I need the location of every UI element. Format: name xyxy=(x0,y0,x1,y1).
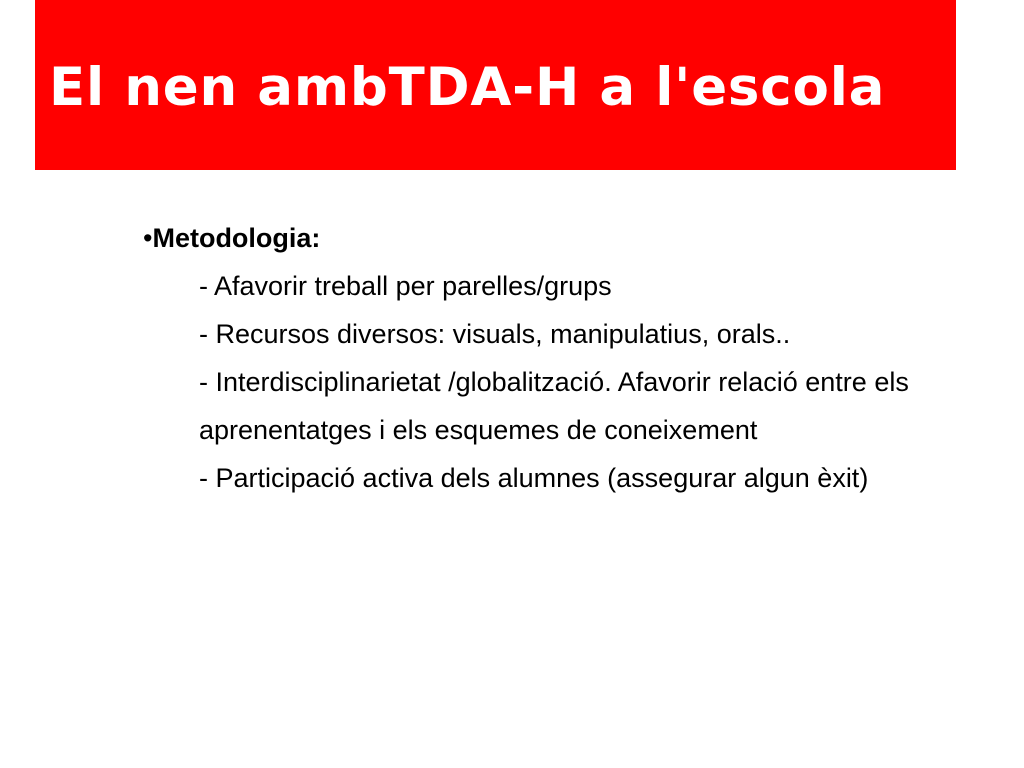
section-heading: Metodologia: xyxy=(152,223,321,253)
bullet-icon: • xyxy=(143,223,153,253)
list-item: - Afavorir treball per parelles/grups xyxy=(199,271,612,301)
title-banner xyxy=(35,0,956,170)
slide-content xyxy=(143,214,1003,502)
sub-item-list xyxy=(143,262,1003,502)
slide-title: El nen ambTDA-H a l'escola xyxy=(49,57,886,118)
list-item: - Participació activa dels alumnes (assegurar algun èxit) xyxy=(199,463,869,493)
list-item: - Recursos diversos: visuals, manipulatius, orals.. xyxy=(199,319,791,349)
list-item: - Interdisciplinarietat /globalització. Afavorir relació entre els aprenentatges i els esquemes de coneixement xyxy=(199,367,909,445)
bullet-point xyxy=(143,214,1003,262)
